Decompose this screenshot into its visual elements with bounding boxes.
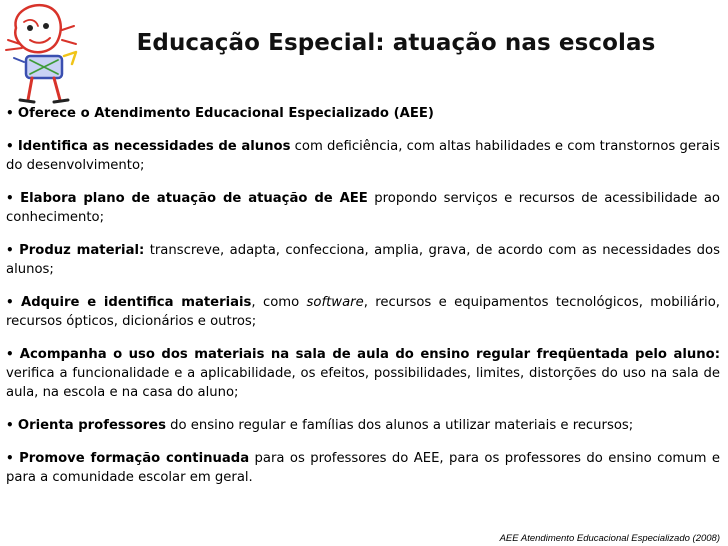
footer-caption: AEE Atendimento Educacional Especializado (2008): [499, 533, 720, 544]
item-italic-text: software: [306, 295, 364, 310]
item-bold-text: Orienta professores: [17, 418, 166, 433]
bullet-icon: •: [6, 191, 14, 205]
item-bold-text: Acompanha o uso dos materiais na sala de aula do ensino regular freqüentada pelo aluno:: [19, 347, 720, 362]
item-text: , como: [251, 295, 307, 310]
item-text: com deficiência, com altas habilidades e com transtornos gerais do desenvolvimento;: [6, 139, 720, 173]
item-text: para os professores do AEE, para os professores do ensino comum e para a comunidade escolar em geral.: [6, 451, 720, 485]
item-bold-text: Produz material:: [19, 243, 145, 258]
list-item: [6, 416, 720, 435]
bullet-icon: •: [6, 295, 14, 309]
bullet-icon: •: [6, 451, 14, 465]
bullet-icon: •: [6, 139, 14, 153]
list-item: [6, 345, 720, 402]
bullet-list: [6, 104, 720, 501]
page-title: Educação Especial: atuação nas escolas: [136, 30, 656, 56]
item-bold-text: Adquire e identifica materiais: [21, 295, 252, 310]
item-text: propondo serviços e recursos de acessibilidade ao conhecimento;: [6, 191, 721, 225]
list-item: [6, 189, 720, 227]
item-bold-text: Oferece o Atendimento Educacional Especializado (AEE): [17, 106, 434, 121]
list-item: [6, 104, 720, 123]
list-item: [6, 293, 720, 331]
item-bold-text: Elabora plano de atuação de atuação de AEE: [20, 191, 368, 206]
item-text: , recursos e equipamentos tecnológicos, mobiliário, recursos ópticos, dicionários e outros;: [6, 295, 720, 329]
list-item: [6, 449, 720, 487]
item-bold-text: Promove formação continuada: [19, 451, 250, 466]
item-bold-text: Identifica as necessidades de alunos: [17, 139, 291, 154]
bullet-icon: •: [6, 106, 14, 120]
bullet-icon: •: [6, 243, 14, 257]
bullet-icon: •: [6, 347, 14, 361]
item-text: verifica a funcionalidade e a aplicabilidade, os efeitos, possibilidades, limites, distorções do uso na sala de aula, na escola e na casa do aluno;: [6, 366, 720, 400]
item-text: do ensino regular e famílias dos alunos a utilizar materiais e recursos;: [165, 418, 634, 433]
list-item: [6, 241, 720, 279]
item-text: transcreve, adapta, confecciona, amplia, grava, de acordo com as necessidades dos alunos;: [6, 243, 720, 277]
bullet-icon: •: [6, 418, 14, 432]
list-item: [6, 137, 720, 175]
